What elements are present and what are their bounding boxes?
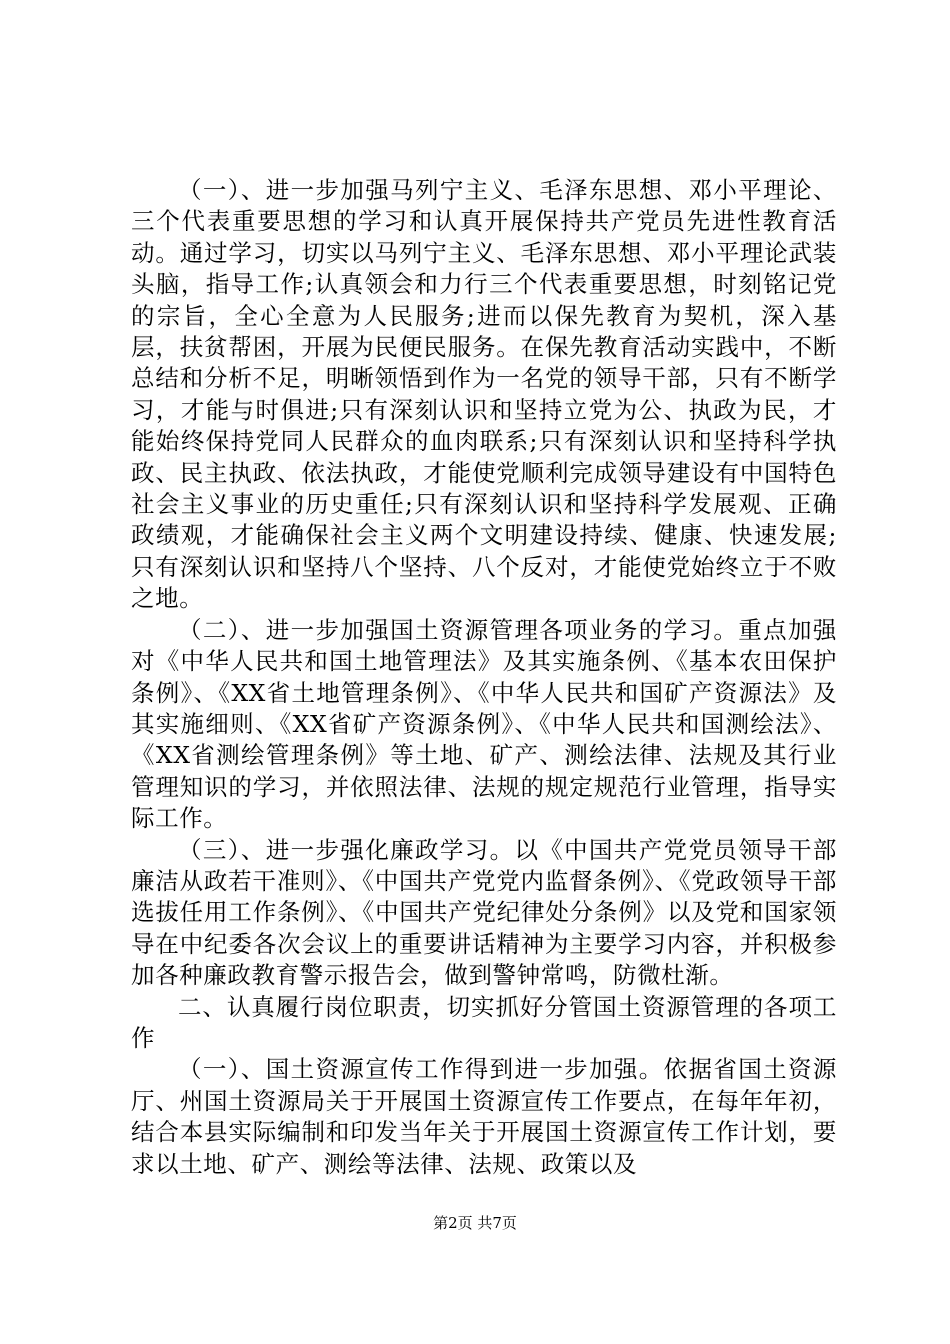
paragraph-study-land-resources: （二）、进一步加强国土资源管理各项业务的学习。重点加强对《中华人民共和国土地管理法》及其实施条例、《基本农田保护条例》、《XX省土地管理条例》、《中华人民共和国矿产资源法》及其实施细则、《XX省矿产资源条例》、《中华人民共和国测绘法》、《XX省测绘管理条例》等土地、矿产、测绘法律、法规及其行业管理知识的学习，并依照法律、法规的规定规范行业管理，指导实际工作。	[131, 615, 837, 833]
paragraph-publicity-work: （一）、国土资源宣传工作得到进一步加强。依据省国土资源厅、州国土资源局关于开展国土资源宣传工作要点，在每年年初，结合本县实际编制和印发当年关于开展国土资源宣传工作计划，要求以土地、矿产、测绘等法律、法规、政策以及	[131, 1055, 837, 1178]
page-number-footer: 第2页 共7页	[433, 1214, 517, 1232]
section-heading-duties: 二、认真履行岗位职责，切实抓好分管国土资源管理的各项工作	[131, 992, 837, 1052]
paragraph-study-integrity: （三）、进一步强化廉政学习。以《中国共产党党员领导干部廉洁从政若干准则》、《中国共产党党内监督条例》、《党政领导干部选拔任用工作条例》、《中国共产党纪律处分条例》以及党和国家领导在中纪委各次会议上的重要讲话精神为主要学习内容，并积极参加各种廉政教育警示报告会，做到警钟常鸣，防微杜渐。	[131, 835, 837, 990]
document-body	[131, 175, 837, 1180]
paragraph-study-theory: （一）、进一步加强马列宁主义、毛泽东思想、邓小平理论、三个代表重要思想的学习和认真开展保持共产党员先进性教育活动。通过学习，切实以马列宁主义、毛泽东思想、邓小平理论武装头脑，指导工作;认真领会和力行三个代表重要思想，时刻铭记党的宗旨，全心全意为人民服务;进而以保先教育为契机，深入基层，扶贫帮困，开展为民便民服务。在保先教育活动实践中，不断总结和分析不足，明晰领悟到作为一名党的领导干部，只有不断学习，才能与时俱进;只有深刻认识和坚持立党为公、执政为民，才能始终保持党同人民群众的血肉联系;只有深刻认识和坚持科学执政、民主执政、依法执政，才能使党顺利完成领导建设有中国特色社会主义事业的历史重任;只有深刻认识和坚持科学发展观、正确政绩观，才能确保社会主义两个文明建设持续、健康、快速发展;只有深刻认识和坚持八个坚持、八个反对，才能使党始终立于不败之地。	[131, 176, 837, 613]
